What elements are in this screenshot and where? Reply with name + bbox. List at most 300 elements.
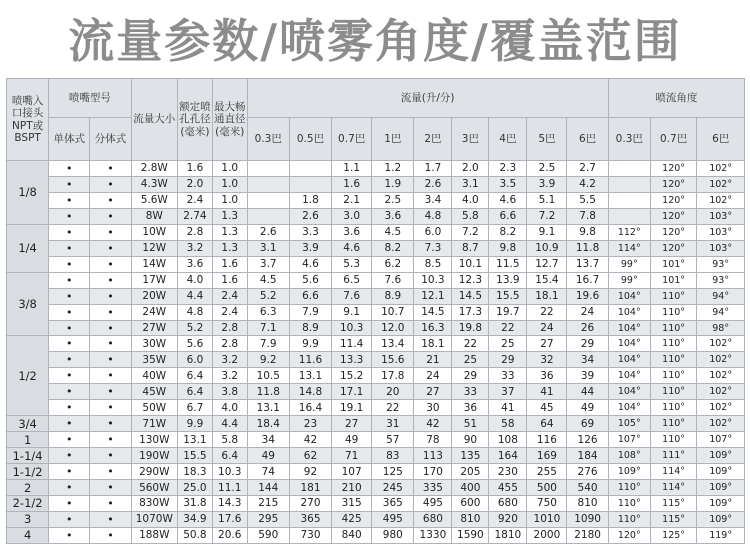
flow-value-cell: 255 (527, 464, 567, 480)
angle-value-cell: 101° (650, 272, 696, 288)
connection-size-cell: 1/8 (7, 161, 49, 225)
header-pressure: 3巴 (452, 118, 489, 161)
flow-value-cell: 2.3 (489, 161, 527, 177)
angle-value-cell: 109° (608, 464, 650, 480)
flow-value-cell: 19.6 (567, 288, 608, 304)
single-type-dot: • (49, 192, 90, 208)
flow-value-cell: 10.9 (527, 240, 567, 256)
flow-value-cell: 44 (567, 384, 608, 400)
flow-value-cell: 1810 (489, 527, 527, 543)
flow-value-cell: 12.3 (452, 272, 489, 288)
single-type-dot: • (49, 352, 90, 368)
header-pressure: 1巴 (372, 118, 414, 161)
flow-value-cell: 126 (567, 432, 608, 448)
split-type-dot: • (90, 432, 131, 448)
table-row (7, 272, 745, 288)
flow-spec-table (6, 78, 745, 544)
page-title: 流量参数/喷雾角度/覆盖范围 (68, 14, 682, 68)
flow-value-cell: 13.4 (372, 336, 414, 352)
flow-value-cell (247, 208, 289, 224)
angle-value-cell: 110° (650, 320, 696, 336)
flow-value-cell: 3.6 (332, 224, 372, 240)
angle-value-cell: 99° (608, 272, 650, 288)
flow-value-cell: 113 (414, 448, 452, 464)
single-type-dot: • (49, 480, 90, 496)
connection-size-cell: 3 (7, 511, 49, 527)
angle-value-cell: 110° (650, 432, 696, 448)
orifice-cell: 6.4 (178, 384, 213, 400)
orifice-cell: 2.0 (178, 176, 213, 192)
angle-value-cell: 104° (608, 384, 650, 400)
flow-value-cell: 83 (372, 448, 414, 464)
flow-value-cell: 24 (567, 304, 608, 320)
table-row (7, 161, 745, 177)
flow-value-cell: 108 (489, 432, 527, 448)
flow-value-cell: 590 (247, 527, 289, 543)
split-type-dot: • (90, 511, 131, 527)
passage-cell: 20.6 (212, 527, 247, 543)
flow-value-cell: 12.0 (372, 320, 414, 336)
flow-size-cell: 30W (131, 336, 177, 352)
flow-value-cell: 33 (489, 368, 527, 384)
single-type-dot: • (49, 320, 90, 336)
passage-cell: 2.4 (212, 304, 247, 320)
flow-value-cell: 3.1 (247, 240, 289, 256)
flow-value-cell: 1.7 (414, 161, 452, 177)
flow-value-cell: 36 (527, 368, 567, 384)
orifice-cell: 25.0 (178, 480, 213, 496)
angle-value-cell: 104° (608, 352, 650, 368)
flow-value-cell: 4.6 (489, 192, 527, 208)
flow-value-cell: 6.2 (372, 256, 414, 272)
flow-value-cell (289, 161, 331, 177)
angle-value-cell: 104° (608, 336, 650, 352)
flow-value-cell: 74 (247, 464, 289, 480)
flow-value-cell: 37 (489, 384, 527, 400)
flow-value-cell: 5.2 (247, 288, 289, 304)
flow-value-cell: 750 (527, 496, 567, 512)
table-body (7, 161, 745, 544)
passage-cell: 4.0 (212, 400, 247, 416)
flow-value-cell: 27 (414, 384, 452, 400)
flow-value-cell: 92 (289, 464, 331, 480)
single-type-dot: • (49, 511, 90, 527)
orifice-cell: 6.0 (178, 352, 213, 368)
angle-value-cell: 119° (697, 527, 745, 543)
split-type-dot: • (90, 464, 131, 480)
flow-value-cell: 21 (414, 352, 452, 368)
angle-value-cell: 107° (608, 432, 650, 448)
flow-value-cell: 45 (527, 400, 567, 416)
orifice-cell: 15.5 (178, 448, 213, 464)
angle-value-cell: 103° (697, 224, 745, 240)
orifice-cell: 31.8 (178, 496, 213, 512)
orifice-cell: 50.8 (178, 527, 213, 543)
flow-value-cell: 276 (567, 464, 608, 480)
flow-value-cell: 8.2 (372, 240, 414, 256)
table-row (7, 527, 745, 543)
single-type-dot: • (49, 496, 90, 512)
flow-value-cell: 1.8 (289, 192, 331, 208)
angle-value-cell: 102° (697, 176, 745, 192)
orifice-cell: 6.7 (178, 400, 213, 416)
flow-value-cell: 3.5 (489, 176, 527, 192)
orifice-cell: 3.2 (178, 240, 213, 256)
flow-value-cell: 10.7 (372, 304, 414, 320)
single-type-dot: • (49, 272, 90, 288)
flow-value-cell: 27 (527, 336, 567, 352)
flow-value-cell: 24 (414, 368, 452, 384)
angle-value-cell: 110° (608, 511, 650, 527)
flow-value-cell: 2000 (527, 527, 567, 543)
header-flow-size: 流量大小 (131, 79, 177, 161)
header-pressure: 4巴 (489, 118, 527, 161)
flow-value-cell: 26 (567, 320, 608, 336)
angle-value-cell: 120° (650, 208, 696, 224)
flow-value-cell: 1.9 (372, 176, 414, 192)
flow-value-cell (247, 161, 289, 177)
angle-value-cell (608, 161, 650, 177)
angle-value-cell: 109° (697, 480, 745, 496)
flow-size-cell: 35W (131, 352, 177, 368)
single-type-dot: • (49, 448, 90, 464)
flow-value-cell: 22 (489, 320, 527, 336)
passage-cell: 3.2 (212, 368, 247, 384)
flow-value-cell: 600 (452, 496, 489, 512)
flow-value-cell: 49 (247, 448, 289, 464)
flow-value-cell: 425 (332, 511, 372, 527)
table-row (7, 288, 745, 304)
angle-value-cell: 102° (697, 352, 745, 368)
flow-value-cell: 51 (452, 416, 489, 432)
flow-value-cell: 25 (452, 352, 489, 368)
flow-value-cell: 6.3 (247, 304, 289, 320)
orifice-cell: 2.8 (178, 224, 213, 240)
flow-value-cell: 9.1 (527, 224, 567, 240)
flow-value-cell: 33 (452, 384, 489, 400)
flow-value-cell: 400 (452, 480, 489, 496)
flow-size-cell: 45W (131, 384, 177, 400)
flow-value-cell: 8.5 (414, 256, 452, 272)
flow-value-cell: 3.0 (332, 208, 372, 224)
connection-size-cell: 1-1/2 (7, 464, 49, 480)
flow-value-cell: 9.1 (332, 304, 372, 320)
table-row (7, 384, 745, 400)
single-type-dot: • (49, 256, 90, 272)
flow-value-cell: 840 (332, 527, 372, 543)
flow-value-cell: 164 (489, 448, 527, 464)
table-row (7, 240, 745, 256)
flow-value-cell: 7.6 (332, 288, 372, 304)
flow-value-cell: 365 (372, 496, 414, 512)
flow-size-cell: 10W (131, 224, 177, 240)
table-row (7, 208, 745, 224)
flow-value-cell: 495 (372, 511, 414, 527)
passage-cell: 2.4 (212, 288, 247, 304)
flow-value-cell: 8.9 (372, 288, 414, 304)
angle-value-cell: 114° (608, 240, 650, 256)
flow-value-cell: 10.1 (452, 256, 489, 272)
split-type-dot: • (90, 161, 131, 177)
flow-value-cell: 4.5 (247, 272, 289, 288)
flow-value-cell: 1.2 (372, 161, 414, 177)
flow-size-cell: 50W (131, 400, 177, 416)
flow-value-cell: 34 (247, 432, 289, 448)
flow-value-cell: 17.1 (332, 384, 372, 400)
flow-size-cell: 71W (131, 416, 177, 432)
flow-value-cell: 11.8 (567, 240, 608, 256)
angle-value-cell: 93° (697, 272, 745, 288)
angle-value-cell: 105° (608, 416, 650, 432)
flow-value-cell: 15.5 (489, 288, 527, 304)
split-type-dot: • (90, 192, 131, 208)
flow-value-cell: 7.9 (247, 336, 289, 352)
flow-value-cell: 27 (332, 416, 372, 432)
orifice-cell: 4.8 (178, 304, 213, 320)
split-type-dot: • (90, 400, 131, 416)
flow-value-cell: 7.3 (414, 240, 452, 256)
angle-value-cell: 102° (697, 336, 745, 352)
flow-value-cell: 169 (527, 448, 567, 464)
orifice-cell: 2.74 (178, 208, 213, 224)
orifice-cell: 4.4 (178, 288, 213, 304)
flow-value-cell: 7.6 (372, 272, 414, 288)
flow-value-cell: 16.7 (567, 272, 608, 288)
header-angle-group: 喷流角度 (608, 79, 744, 118)
flow-value-cell: 4.6 (289, 256, 331, 272)
connection-size-cell: 1-1/4 (7, 448, 49, 464)
angle-value-cell: 110° (608, 496, 650, 512)
orifice-cell: 5.2 (178, 320, 213, 336)
table-row (7, 336, 745, 352)
single-type-dot: • (49, 304, 90, 320)
flow-size-cell: 830W (131, 496, 177, 512)
passage-cell: 1.3 (212, 240, 247, 256)
flow-value-cell: 42 (289, 432, 331, 448)
flow-value-cell: 2.7 (567, 161, 608, 177)
flow-value-cell: 2.6 (247, 224, 289, 240)
flow-value-cell: 1090 (567, 511, 608, 527)
split-type-dot: • (90, 496, 131, 512)
flow-value-cell: 20 (372, 384, 414, 400)
table-row (7, 464, 745, 480)
flow-value-cell: 9.9 (289, 336, 331, 352)
flow-value-cell: 495 (414, 496, 452, 512)
flow-value-cell: 2.5 (527, 161, 567, 177)
single-type-dot: • (49, 224, 90, 240)
angle-value-cell: 110° (650, 368, 696, 384)
table-row (7, 368, 745, 384)
passage-cell: 11.1 (212, 480, 247, 496)
flow-value-cell: 8.2 (489, 224, 527, 240)
header-angle-pressure: 0.3巴 (608, 118, 650, 161)
angle-value-cell: 102° (697, 384, 745, 400)
flow-value-cell: 12.7 (527, 256, 567, 272)
angle-value-cell: 120° (650, 192, 696, 208)
flow-value-cell: 2.1 (332, 192, 372, 208)
flow-value-cell: 205 (452, 464, 489, 480)
flow-value-cell: 64 (527, 416, 567, 432)
table-row (7, 480, 745, 496)
flow-value-cell: 58 (489, 416, 527, 432)
header-pressure: 0.5巴 (289, 118, 331, 161)
flow-value-cell: 245 (372, 480, 414, 496)
flow-value-cell: 29 (489, 352, 527, 368)
header-model: 喷嘴型号 (49, 79, 131, 118)
split-type-dot: • (90, 480, 131, 496)
flow-value-cell: 12.1 (414, 288, 452, 304)
flow-value-cell: 5.6 (289, 272, 331, 288)
flow-value-cell: 730 (289, 527, 331, 543)
flow-value-cell: 17.3 (452, 304, 489, 320)
split-type-dot: • (90, 336, 131, 352)
flow-value-cell: 13.9 (489, 272, 527, 288)
flow-value-cell: 29 (567, 336, 608, 352)
angle-value-cell: 107° (697, 432, 745, 448)
flow-value-cell: 23 (289, 416, 331, 432)
angle-value-cell: 110° (650, 304, 696, 320)
flow-value-cell: 3.3 (289, 224, 331, 240)
flow-value-cell: 980 (372, 527, 414, 543)
angle-value-cell: 104° (608, 368, 650, 384)
angle-value-cell: 94° (697, 288, 745, 304)
orifice-cell: 13.1 (178, 432, 213, 448)
flow-value-cell: 10.5 (247, 368, 289, 384)
angle-value-cell (608, 208, 650, 224)
flow-value-cell: 215 (247, 496, 289, 512)
connection-size-cell: 1/2 (7, 336, 49, 416)
flow-value-cell: 25 (489, 336, 527, 352)
single-type-dot: • (49, 527, 90, 543)
flow-value-cell: 125 (372, 464, 414, 480)
single-type-dot: • (49, 336, 90, 352)
passage-cell: 14.3 (212, 496, 247, 512)
flow-value-cell: 144 (247, 480, 289, 496)
single-type-dot: • (49, 384, 90, 400)
angle-value-cell: 111° (650, 448, 696, 464)
table-row (7, 432, 745, 448)
flow-value-cell: 1330 (414, 527, 452, 543)
angle-value-cell: 102° (697, 400, 745, 416)
split-type-dot: • (90, 272, 131, 288)
passage-cell: 1.6 (212, 272, 247, 288)
table-row (7, 511, 745, 527)
flow-value-cell: 3.9 (289, 240, 331, 256)
angle-value-cell: 93° (697, 256, 745, 272)
flow-value-cell: 15.4 (527, 272, 567, 288)
header-split: 分体式 (90, 118, 131, 161)
flow-value-cell: 18.1 (527, 288, 567, 304)
flow-value-cell (289, 176, 331, 192)
table-row (7, 400, 745, 416)
flow-size-cell: 12W (131, 240, 177, 256)
angle-value-cell: 109° (697, 448, 745, 464)
flow-value-cell: 32 (527, 352, 567, 368)
flow-value-cell: 500 (527, 480, 567, 496)
angle-value-cell: 102° (697, 368, 745, 384)
header-single: 单体式 (49, 118, 90, 161)
orifice-cell: 5.6 (178, 336, 213, 352)
passage-cell: 17.6 (212, 511, 247, 527)
flow-value-cell: 17.8 (372, 368, 414, 384)
angle-value-cell: 114° (650, 480, 696, 496)
table-row (7, 416, 745, 432)
flow-value-cell: 19.1 (332, 400, 372, 416)
split-type-dot: • (90, 256, 131, 272)
flow-value-cell: 315 (332, 496, 372, 512)
flow-value-cell: 69 (567, 416, 608, 432)
angle-value-cell: 108° (608, 448, 650, 464)
passage-cell: 2.8 (212, 320, 247, 336)
flow-value-cell: 13.3 (332, 352, 372, 368)
flow-size-cell: 14W (131, 256, 177, 272)
flow-value-cell: 1590 (452, 527, 489, 543)
flow-value-cell: 11.8 (247, 384, 289, 400)
connection-size-cell: 2-1/2 (7, 496, 49, 512)
split-type-dot: • (90, 320, 131, 336)
angle-value-cell: 112° (608, 224, 650, 240)
passage-cell: 5.8 (212, 432, 247, 448)
flow-value-cell: 18.4 (247, 416, 289, 432)
flow-value-cell (247, 192, 289, 208)
angle-value-cell: 120° (650, 176, 696, 192)
split-type-dot: • (90, 224, 131, 240)
angle-value-cell: 110° (650, 288, 696, 304)
flow-value-cell: 5.8 (452, 208, 489, 224)
flow-value-cell: 13.7 (567, 256, 608, 272)
flow-size-cell: 27W (131, 320, 177, 336)
flow-value-cell: 3.6 (372, 208, 414, 224)
header-connection: 喷嘴入口接头NPT或BSPT (7, 79, 49, 161)
split-type-dot: • (90, 208, 131, 224)
angle-value-cell: 101° (650, 256, 696, 272)
flow-value-cell: 540 (567, 480, 608, 496)
header-flow-group: 流量(升/分) (247, 79, 608, 118)
flow-value-cell: 11.4 (332, 336, 372, 352)
orifice-cell: 18.3 (178, 464, 213, 480)
angle-value-cell: 110° (650, 352, 696, 368)
orifice-cell: 6.4 (178, 368, 213, 384)
flow-size-cell: 290W (131, 464, 177, 480)
single-type-dot: • (49, 161, 90, 177)
table-row (7, 320, 745, 336)
angle-value-cell: 115° (650, 496, 696, 512)
passage-cell: 10.3 (212, 464, 247, 480)
flow-value-cell: 5.1 (527, 192, 567, 208)
orifice-cell: 1.6 (178, 161, 213, 177)
header-angle-pressure: 0.7巴 (650, 118, 696, 161)
orifice-cell: 34.9 (178, 511, 213, 527)
angle-value-cell: 109° (697, 496, 745, 512)
table-row (7, 176, 745, 192)
single-type-dot: • (49, 240, 90, 256)
flow-value-cell: 6.5 (332, 272, 372, 288)
flow-value-cell: 19.7 (489, 304, 527, 320)
split-type-dot: • (90, 288, 131, 304)
single-type-dot: • (49, 208, 90, 224)
orifice-cell: 9.9 (178, 416, 213, 432)
connection-size-cell: 1 (7, 432, 49, 448)
flow-value-cell: 19.8 (452, 320, 489, 336)
angle-value-cell: 109° (697, 511, 745, 527)
split-type-dot: • (90, 416, 131, 432)
flow-value-cell: 18.1 (414, 336, 452, 352)
single-type-dot: • (49, 416, 90, 432)
passage-cell: 3.2 (212, 352, 247, 368)
flow-value-cell: 29 (452, 368, 489, 384)
flow-value-cell: 7.1 (247, 320, 289, 336)
flow-value-cell: 170 (414, 464, 452, 480)
